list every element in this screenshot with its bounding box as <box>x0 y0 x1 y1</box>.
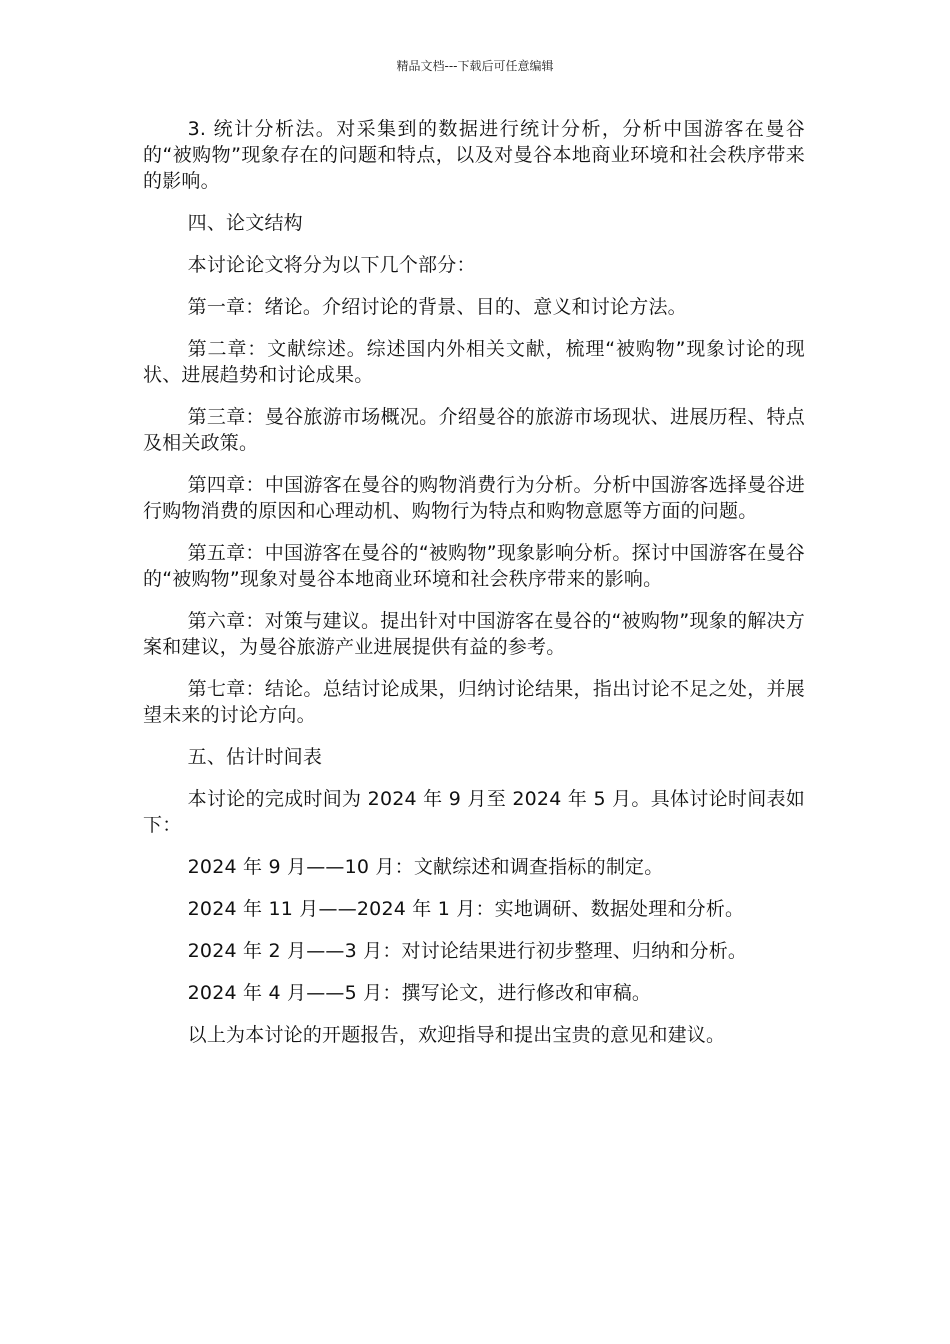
section-heading-timeline: 五、估计时间表 <box>187 746 323 768</box>
section-heading-structure: 四、论文结构 <box>187 212 303 234</box>
paragraph-closing: 以上为本讨论的开题报告，欢迎指导和提出宝贵的意见和建议。 <box>187 1024 726 1046</box>
paragraph-method-statistics: 3. 统计分析法。对采集到的数据进行统计分析，分析中国游客在曼谷的“被购物”现象存在的问题和特点，以及对曼谷本地商业环境和社会秩序带来的影响。 <box>143 118 805 192</box>
page-header: 精品文档---下载后可任意编辑 <box>396 59 554 73</box>
paragraph-structure-intro: 本讨论论文将分为以下几个部分： <box>187 254 476 276</box>
timeline-item-4: 2024 年 4 月——5 月：撰写论文，进行修改和审稿。 <box>187 982 652 1004</box>
document-body <box>143 116 805 1064</box>
paragraph-chapter-7: 第七章：结论。总结讨论成果，归纳讨论结果，指出讨论不足之处，并展望未来的讨论方向。 <box>143 678 805 726</box>
paragraph-chapter-1: 第一章：绪论。介绍讨论的背景、目的、意义和讨论方法。 <box>187 296 687 318</box>
paragraph-chapter-3: 第三章：曼谷旅游市场概况。介绍曼谷的旅游市场现状、进展历程、特点及相关政策。 <box>143 406 805 454</box>
timeline-item-2: 2024 年 11 月——2024 年 1 月：实地调研、数据处理和分析。 <box>187 898 745 920</box>
timeline-item-3: 2024 年 2 月——3 月：对讨论结果进行初步整理、归纳和分析。 <box>187 940 748 962</box>
paragraph-chapter-6: 第六章：对策与建议。提出针对中国游客在曼谷的“被购物”现象的解决方案和建议，为曼谷旅游产业进展提供有益的参考。 <box>143 610 805 658</box>
paragraph-chapter-2: 第二章：文献综述。综述国内外相关文献，梳理“被购物”现象讨论的现状、进展趋势和讨论成果。 <box>143 338 805 386</box>
paragraph-timeline-intro: 本讨论的完成时间为 2024 年 9 月至 2024 年 5 月。具体讨论时间表如下： <box>143 788 805 836</box>
paragraph-chapter-5: 第五章：中国游客在曼谷的“被购物”现象影响分析。探讨中国游客在曼谷的“被购物”现象对曼谷本地商业环境和社会秩序带来的影响。 <box>143 542 805 590</box>
timeline-item-1: 2024 年 9 月——10 月：文献综述和调查指标的制定。 <box>187 856 664 878</box>
paragraph-chapter-4: 第四章：中国游客在曼谷的购物消费行为分析。分析中国游客选择曼谷进行购物消费的原因和心理动机、购物行为特点和购物意愿等方面的问题。 <box>143 474 805 522</box>
